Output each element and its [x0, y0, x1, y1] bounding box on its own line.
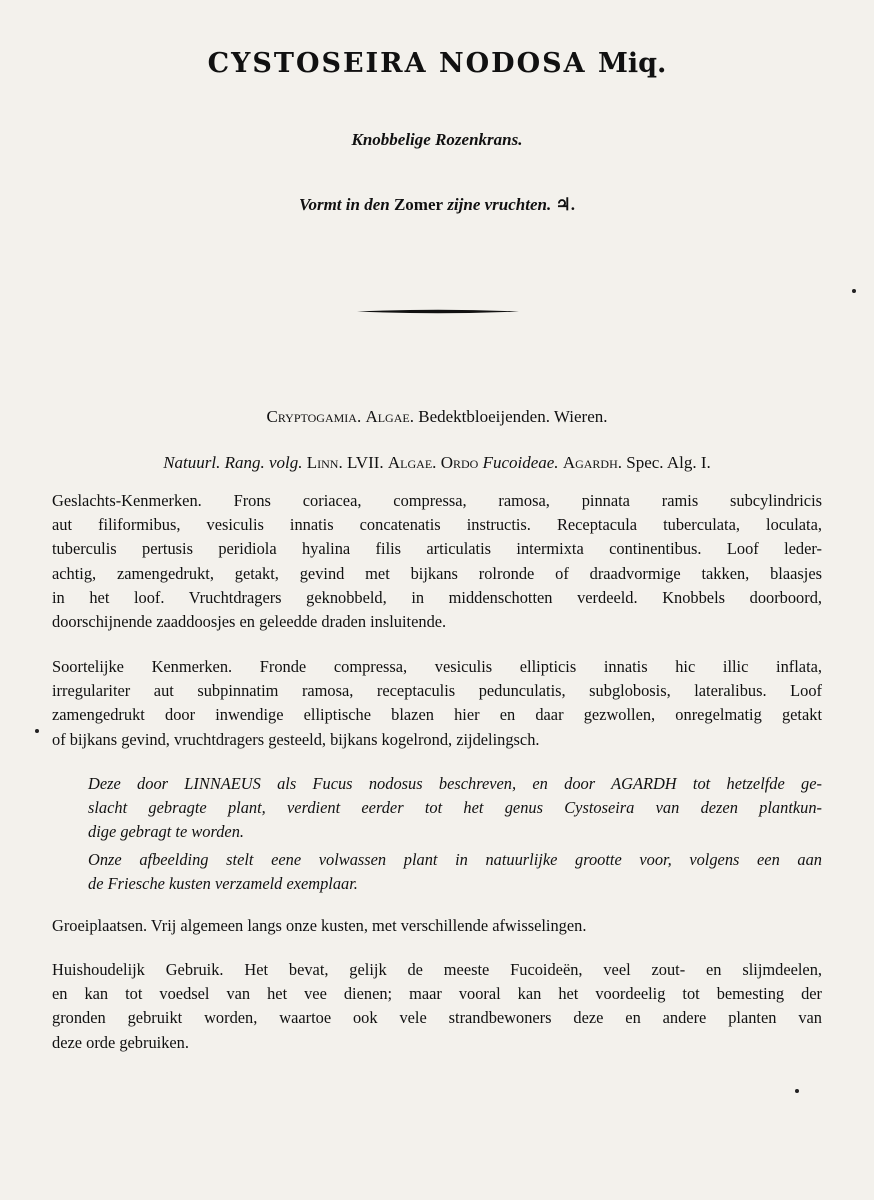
page-title	[0, 48, 874, 79]
ink-speck	[852, 289, 856, 293]
vernacular-name: Knobbelige Rozenkrans.	[351, 130, 523, 149]
text-line: of bijkans gevind, vruchtdragers gesteeld, bijkans kogelrond, zijdelingsch.	[52, 729, 540, 749]
classification-dutch-algae: Wieren.	[553, 407, 608, 426]
text-line: Onze afbeelding stelt eene volwassen plant in natuurlijke grootte voor, volgens een aan	[88, 850, 822, 869]
illustration-note-paragraph	[88, 848, 822, 896]
classification-line	[0, 407, 874, 427]
ink-speck	[795, 1089, 799, 1093]
text-line: irregulariter aut subpinnatim ramosa, receptaculis pedunculatis, subglobosis, lateralibus. Loof	[52, 681, 822, 701]
text-line: in het loof. Vruchtdragers geknobbeld, in middenschotten verdeeld. Knobbels doorboord,	[52, 587, 822, 607]
classification-algae: Algae.	[365, 407, 414, 426]
text-line: deze orde gebruiken.	[52, 1032, 189, 1052]
perennial-symbol: ♃.	[555, 195, 575, 214]
text-line: Groeiplaatsen. Vrij algemeen langs onze kusten, met verschillende afwisselingen.	[52, 916, 587, 935]
text-line: en kan tot voedsel van het vee dienen; maar vooral kan het voordeelig tot bemesting der	[52, 984, 822, 1004]
text-line: de Friesche kusten verzameld exemplaar.	[88, 874, 358, 894]
rank-fucoideae: Fucoideae.	[482, 453, 559, 472]
text-line: zamengedrukt door inwendige elliptische blazen hier en daar gezwollen, onregelmatig getakt	[52, 705, 822, 725]
rank-label: Natuurl. Rang. volg.	[163, 453, 303, 472]
text-line: Huishoudelijk Gebruik. Het bevat, gelijk de meeste Fucoideën, veel zout- en slijmdeelen,	[52, 960, 822, 979]
fruiting-text-a: Vormt in den	[299, 195, 390, 214]
economic-use-paragraph	[52, 958, 822, 1055]
text-line: Deze door LINNAEUS als Fucus nodosus beschreven, en door AGARDH tot hetzelfde ge-	[88, 774, 822, 793]
text-line: Geslachts-Kenmerken. Frons coriacea, compressa, ramosa, pinnata ramis subcylindricis	[52, 491, 822, 510]
fruiting-note	[0, 195, 874, 215]
text-line: doorschijnende zaaddoosjes en geleedde draden insluitende.	[52, 612, 447, 632]
taxonomy-note-paragraph	[88, 772, 822, 845]
species-characters-paragraph	[52, 655, 822, 752]
text-line: tuberculis pertusis peridiola hyalina filis articulatis intermixta continentibus. Loof leder-	[52, 539, 822, 559]
text-line: aut filiformibus, vesiculis innatis concatenatis instructis. Receptacula tuberculata, loculata,	[52, 515, 822, 535]
fruiting-text-c: zijne vruchten.	[447, 195, 552, 214]
title-species: CYSTOSEIRA NODOSA	[207, 48, 587, 79]
decorative-rule	[357, 309, 519, 314]
classification-dutch-class: Bedektbloeijenden.	[418, 407, 550, 426]
text-line: slacht gebragte plant, verdient eerder tot het genus Cystoseira van dezen plantkun-	[88, 798, 822, 818]
rank-reference: Spec. Alg. I.	[626, 453, 711, 472]
genus-characters-paragraph	[52, 489, 822, 634]
text-line: gronden gebruikt worden, waartoe ook vele strandbewoners deze en andere planten van	[52, 1008, 822, 1028]
natural-rank-line	[0, 453, 874, 473]
rank-linnaeus: Linn.	[306, 453, 343, 472]
classification-class: Cryptogamia.	[266, 407, 362, 426]
text-line: Soortelijke Kenmerken. Fronde compressa, vesiculis ellipticis innatis hic illic inflata,	[52, 657, 822, 676]
rank-ordo: Ordo	[440, 453, 479, 472]
rank-algae: Algae.	[387, 453, 437, 472]
rank-agardh: Agardh.	[562, 453, 623, 472]
text-line: dige gebragt te worden.	[88, 822, 244, 842]
title-author: Miq.	[597, 48, 667, 79]
text-line: achtig, zamengedrukt, getakt, gevind met bijkans rolronde of draadvormige takken, blaasjes	[52, 563, 822, 583]
ink-speck	[35, 729, 39, 733]
rank-number: LVII.	[346, 453, 384, 472]
habitat-paragraph	[52, 914, 822, 938]
fruiting-text-b: Zomer	[393, 195, 444, 214]
